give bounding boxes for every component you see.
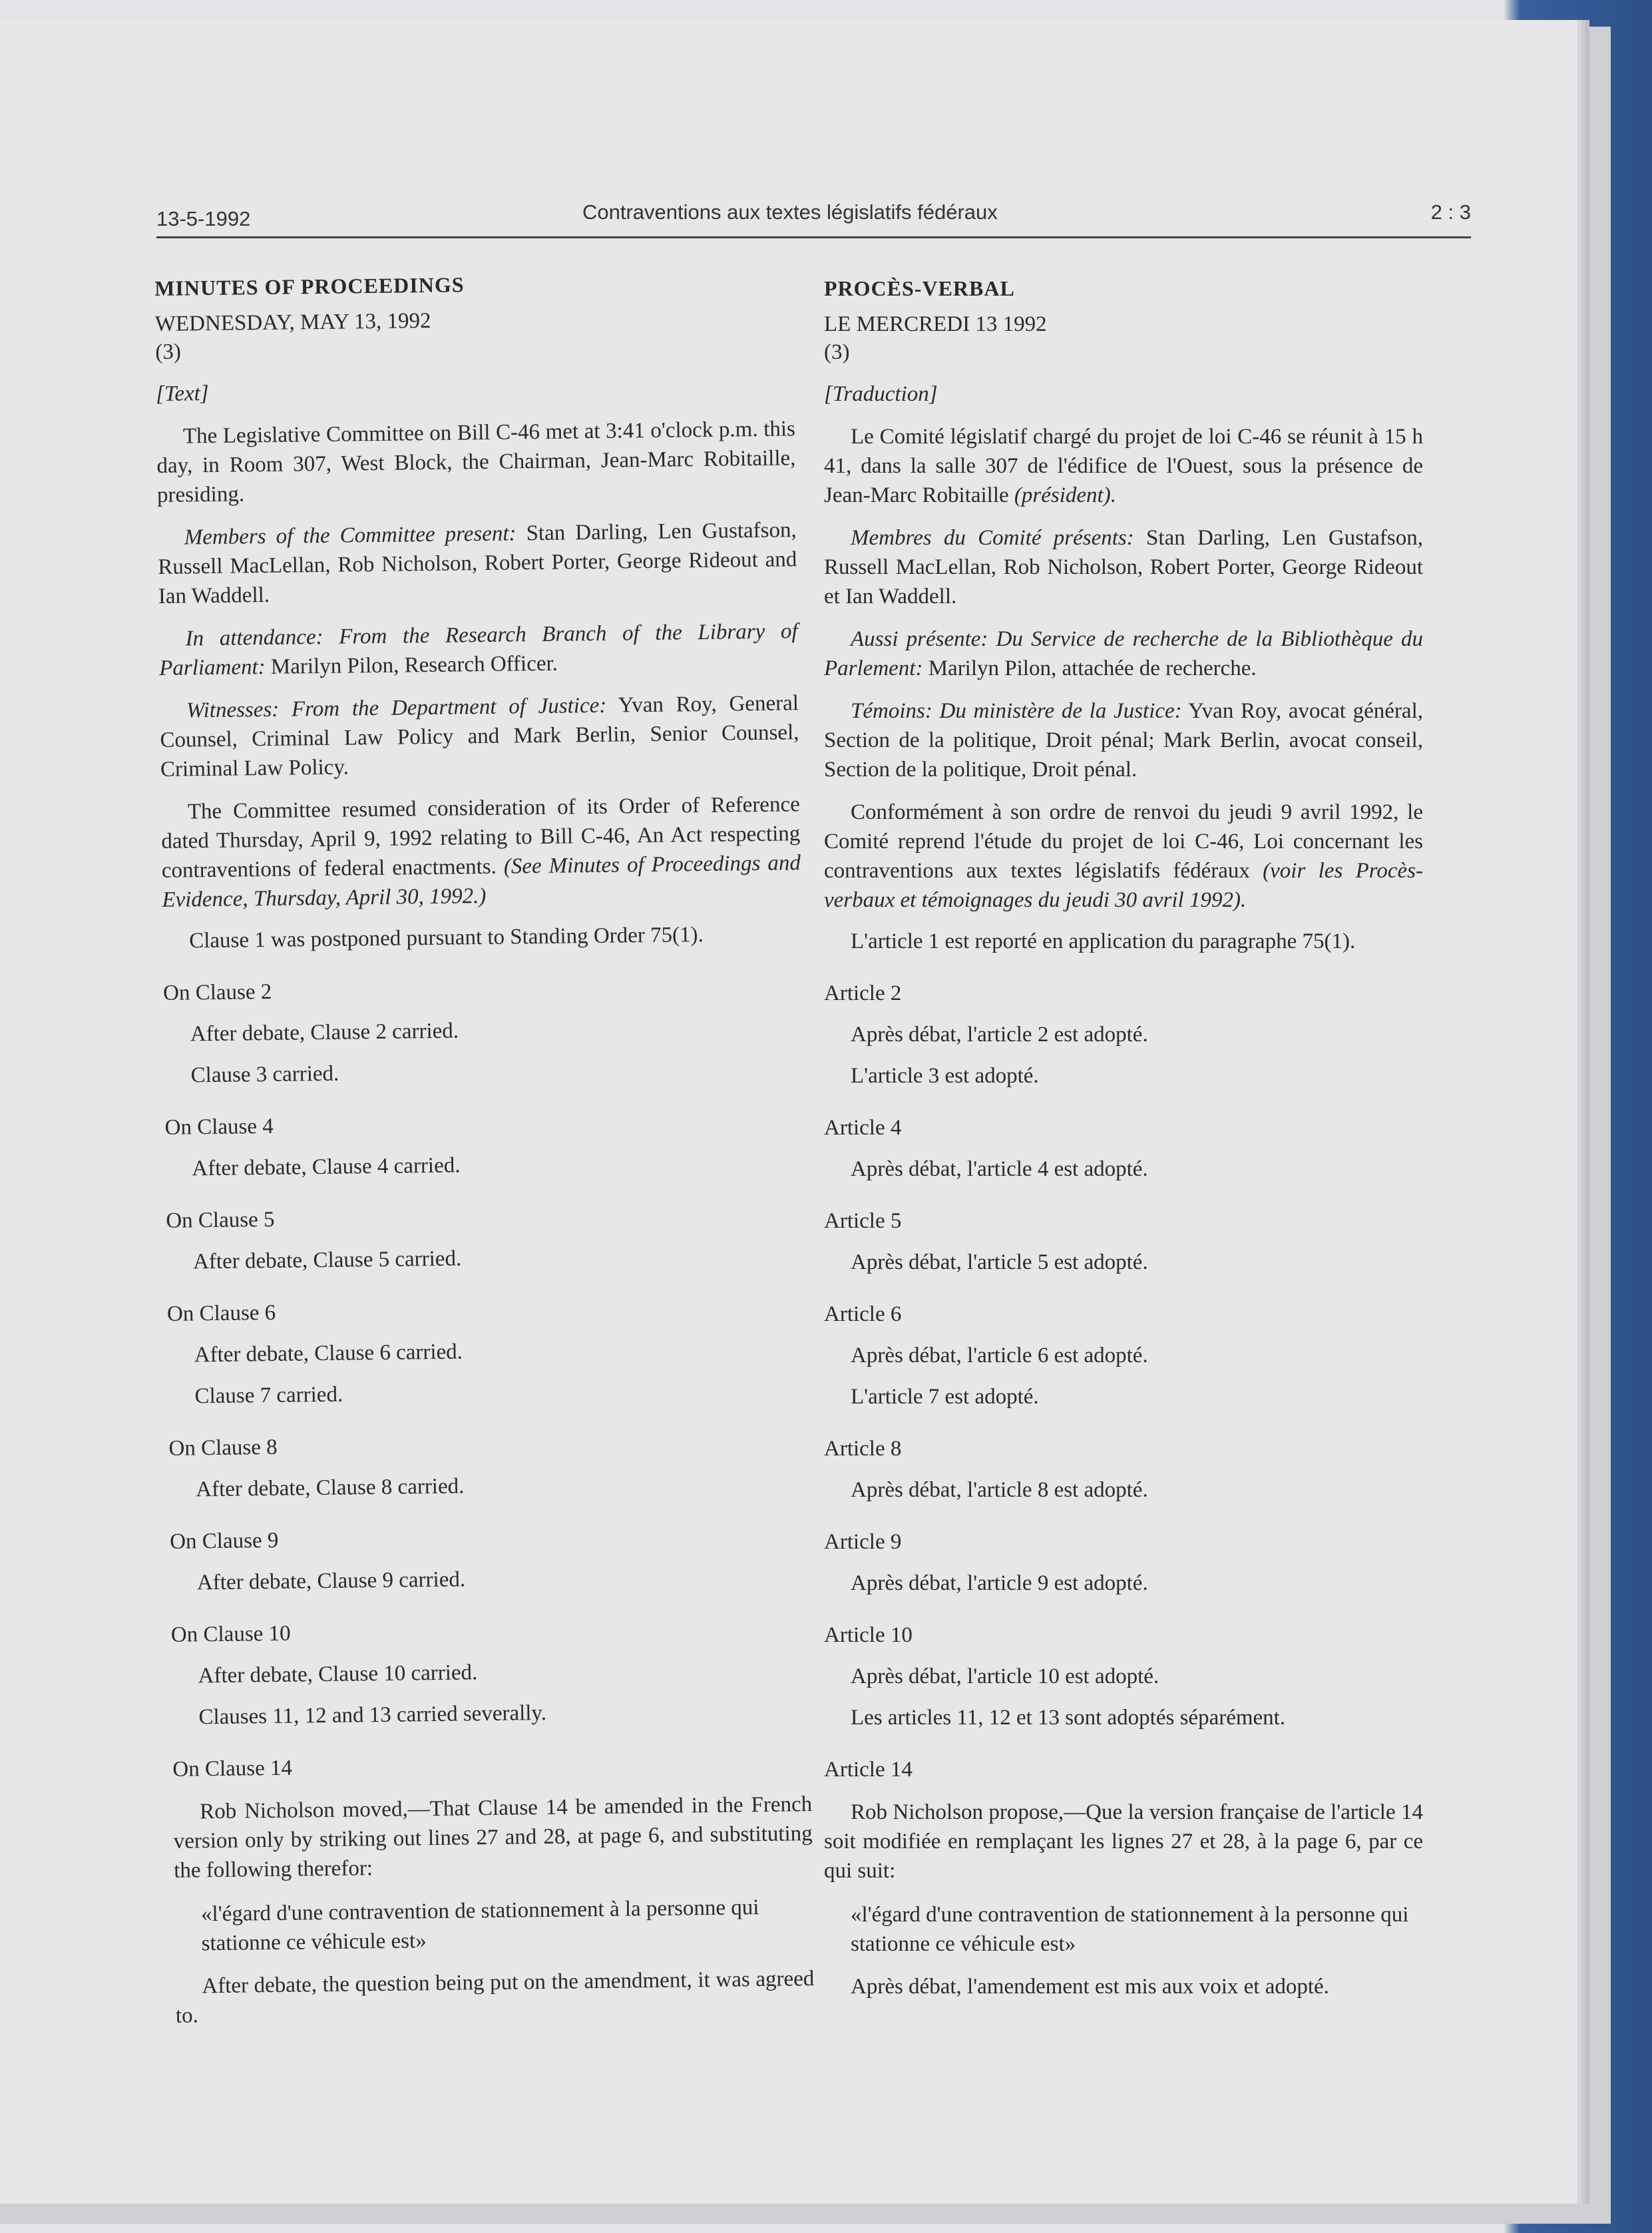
resumed-text-fr: Conformément à son ordre de renvoi du jeudi 9 avril 1992, le Comité reprend l'étude du projet de loi C-46, Loi concernant les contraventions aux textes législatifs fédéraux: [824, 800, 1423, 883]
witnesses-label: Witnesses: From the Department of Justice:: [186, 693, 607, 723]
witnesses-list: Yvan Roy, General Counsel, Criminal Law Policy and Mark Berlin, Senior Counsel, Criminal Law Policy.: [160, 691, 799, 782]
meeting-number: (3): [155, 340, 182, 364]
clause-result: Les articles 11, 12 et 13 sont adoptés séparément.: [851, 1706, 1286, 1730]
clause-result: After debate, Clause 8 carried.: [196, 1474, 465, 1502]
attendance-list-fr: Marilyn Pilon, attachée de recherche.: [928, 656, 1257, 680]
clause-heading: On Clause 6: [166, 1300, 276, 1326]
clause-result: Clause 7 carried.: [194, 1382, 343, 1409]
clause-heading: Article 8: [824, 1437, 902, 1461]
attendance-list: Marilyn Pilon, Research Officer.: [270, 651, 558, 679]
clause-result: L'article 3 est adopté.: [851, 1064, 1039, 1088]
document-page: [0, 20, 1577, 2204]
attendance-label-fr: Aussi présente: Du Service de recherche de la Bibliothèque du Parlement:: [824, 627, 1423, 680]
clause-heading: On Clause 8: [168, 1435, 278, 1461]
header-title: Contraventions aux textes législatifs fédéraux: [582, 200, 998, 224]
clause-result: Après débat, l'article 6 est adopté.: [851, 1344, 1148, 1367]
resumed-reference: (See Minutes of Proceedings and Evidence, Thursday, April 30, 1992.): [162, 851, 801, 912]
clause-1-note: Clause 1 was postponed pursuant to Standing Order 75(1).: [188, 922, 704, 953]
clause-result: After debate, Clause 10 carried.: [198, 1660, 478, 1688]
clause-heading: On Clause 5: [166, 1207, 275, 1233]
opening-paragraph-fr: [824, 422, 1423, 510]
clause-heading: On Clause 2: [162, 979, 272, 1005]
clause-result: Après débat, l'article 2 est adopté.: [851, 1023, 1148, 1047]
witnesses-label-fr: Témoins: Du ministère de la Justice:: [851, 699, 1182, 723]
members-list: Stan Darling, Len Gustafson, Russell MacLellan, Rob Nicholson, Robert Porter, George Rideout and Ian Waddell.: [158, 518, 797, 609]
closing-paragraph-fr: Après débat, l'amendement est mis aux voix et adopté.: [851, 1975, 1329, 1999]
clause-result: Après débat, l'article 5 est adopté.: [851, 1250, 1148, 1274]
clause-result: Après débat, l'article 8 est adopté.: [851, 1478, 1148, 1502]
english-column: [154, 268, 815, 2031]
opening-paragraph: The Legislative Committee on Bill C-46 met at 3:41 o'clock p.m. this day, in Room 307, West Block, the Chairman, Jean-Marc Robitaille, presiding.: [156, 417, 796, 507]
resumed-text: The Committee resumed consideration of its Order of Reference dated Thursday, April 9, 1992 relating to Bill C-46, An Act respecting contraventions of federal enactments.: [161, 792, 801, 883]
motion-paragraph: Rob Nicholson moved,—That Clause 14 be amended in the French version only by striking out lines 27 and 28, at page 6, and substituting the following therefor:: [173, 1792, 813, 1883]
clause-1-note-fr: L'article 1 est reporté en application du paragraphe 75(1).: [851, 929, 1356, 953]
english-clauses: [163, 971, 811, 1732]
attendance-paragraph-fr: [824, 624, 1423, 683]
opening-role-fr: (président).: [1014, 483, 1116, 507]
meeting-date-fr: LE MERCREDI 13 1992: [824, 312, 1047, 336]
clause-result: Clause 3 carried.: [190, 1061, 339, 1088]
members-paragraph-fr: [824, 523, 1423, 611]
attendance-paragraph: [158, 617, 798, 683]
proces-verbal-heading: PROCÈS-VERBAL: [824, 276, 1015, 300]
meeting-date: WEDNESDAY, MAY 13, 1992: [154, 308, 431, 336]
minutes-heading: MINUTES OF PROCEEDINGS: [154, 272, 465, 300]
clause-heading: On Clause 10: [170, 1621, 291, 1647]
attendance-label: In attendance: From the Research Branch of the Library of Parliament:: [158, 619, 798, 680]
header-page-number: 2 : 3: [1430, 200, 1471, 224]
french-clauses: [824, 979, 1423, 1732]
clause-heading: Article 2: [824, 981, 902, 1005]
text-label-fr: [Traduction]: [824, 382, 938, 406]
closing-paragraph: After debate, the question being put on the amendment, it was agreed to.: [175, 1967, 815, 2028]
clause-result: Après débat, l'article 9 est adopté.: [851, 1571, 1148, 1595]
witnesses-paragraph-fr: [824, 696, 1423, 784]
clause-result: After debate, Clause 5 carried.: [192, 1246, 462, 1274]
clause-result: After debate, Clause 9 carried.: [196, 1567, 466, 1595]
clause-heading: On Clause 9: [170, 1528, 279, 1554]
witnesses-paragraph: [160, 688, 800, 784]
resumed-reference-fr: (voir les Procès-verbaux et témoignages du jeudi 30 avril 1992).: [824, 859, 1423, 912]
clause-14-heading-fr: Article 14: [824, 1758, 913, 1782]
running-header: [156, 183, 1471, 238]
text-label: [Text]: [155, 381, 209, 406]
header-date: 13-5-1992: [156, 207, 251, 230]
members-list-fr: Stan Darling, Len Gustafson, Russell MacLellan, Rob Nicholson, Robert Porter, George Rideout et Ian Waddell.: [824, 526, 1424, 609]
members-label-fr: Membres du Comité présents:: [851, 526, 1134, 550]
members-label: Members of the Committee present:: [184, 521, 516, 550]
clause-heading: Article 5: [824, 1209, 902, 1233]
witnesses-list-fr: Yvan Roy, avocat général, Section de la politique, Droit pénal; Mark Berlin, avocat conseil, Section de la politique, Droit pénal.: [824, 699, 1423, 782]
clause-heading: On Clause 4: [164, 1114, 274, 1140]
motion-paragraph-fr: Rob Nicholson propose,—Que la version française de l'article 14 soit modifiée en remplaçant les lignes 27 et 28, à la page 6, par ce qui suit:: [824, 1800, 1423, 1883]
opening-text-fr: Le Comité législatif chargé du projet de loi C-46 se réunit à 15 h 41, dans la salle 307 de l'édifice de l'Ouest, sous la présence de Jean-Marc Robitaille: [824, 425, 1423, 507]
clause-result: Après débat, l'article 10 est adopté.: [851, 1664, 1159, 1688]
resumed-paragraph: [161, 790, 801, 915]
clause-heading: Article 4: [824, 1116, 902, 1140]
french-column: [824, 276, 1423, 2001]
clause-result: After debate, Clause 6 carried.: [194, 1340, 463, 1367]
meeting-number-fr: (3): [824, 340, 850, 364]
clause-result: After debate, Clause 2 carried.: [190, 1019, 459, 1047]
clause-result: After debate, Clause 4 carried.: [192, 1153, 461, 1181]
clause-heading: Article 6: [824, 1302, 902, 1326]
amendment-quote: «l'égard d'une contravention de stationnement à la personne qui stationne ce véhicule est»: [200, 1895, 759, 1956]
resumed-paragraph-fr: [824, 798, 1423, 915]
clause-heading: Article 10: [824, 1623, 913, 1647]
clause-result: Après débat, l'article 4 est adopté.: [851, 1157, 1148, 1181]
clause-heading: Article 9: [824, 1530, 902, 1554]
members-paragraph: [158, 515, 798, 611]
clause-result: Clauses 11, 12 and 13 carried severally.: [198, 1700, 547, 1730]
clause-14-heading: On Clause 14: [172, 1756, 293, 1782]
clause-result: L'article 7 est adopté.: [851, 1385, 1039, 1409]
amendment-quote-fr: «l'égard d'une contravention de stationnement à la personne qui stationne ce véhicule est»: [851, 1903, 1409, 1956]
